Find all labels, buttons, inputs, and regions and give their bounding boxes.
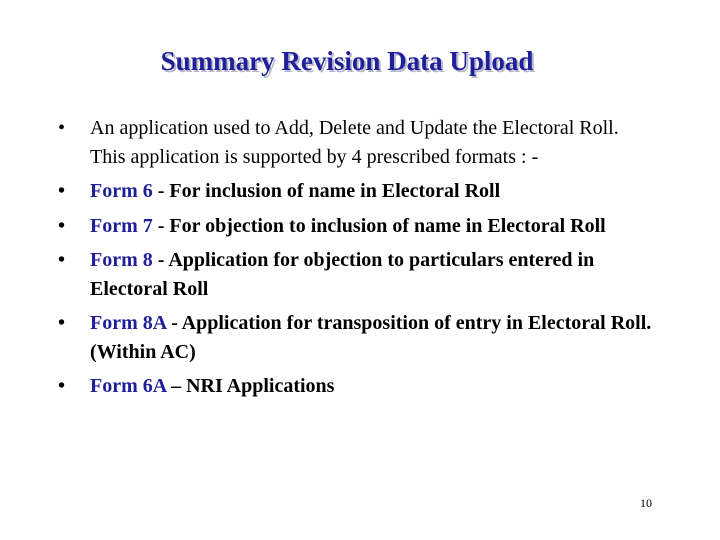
slide-title: Summary Revision Data Upload	[160, 46, 534, 76]
page-number: 10	[640, 496, 652, 510]
form-name: Form 6	[90, 180, 153, 202]
form-name: Form 8A	[90, 312, 167, 334]
bullet-list	[58, 114, 658, 407]
bullet-text: - For objection to inclusion of name in Electoral Roll	[152, 214, 606, 237]
bullet-text: - For inclusion of name in Electoral Roll	[152, 180, 501, 202]
form-name: Form 8	[90, 249, 153, 271]
bullet-item-intro	[58, 114, 658, 171]
bullet-text: – NRI Applications	[166, 375, 335, 397]
bullet-item-form-8a	[58, 309, 658, 366]
bullet-item-form-8	[58, 246, 658, 303]
bullet-text: - Application for transposition of entry in Electoral Roll. (Within AC)	[90, 312, 652, 363]
bullet-item-form-6a	[58, 372, 658, 401]
bullet-text: - Application for objection to particulars entered in Electoral Roll	[90, 249, 595, 300]
bullet-text: An application used to Add, Delete and Update the Electoral Roll. This application is supported by 4 prescribed formats : -	[90, 117, 619, 168]
form-name: Form 6A	[90, 375, 167, 397]
bullet-item-form-7	[58, 212, 658, 241]
bullet-item-form-6	[58, 177, 658, 206]
form-name: Form 7	[90, 214, 153, 237]
